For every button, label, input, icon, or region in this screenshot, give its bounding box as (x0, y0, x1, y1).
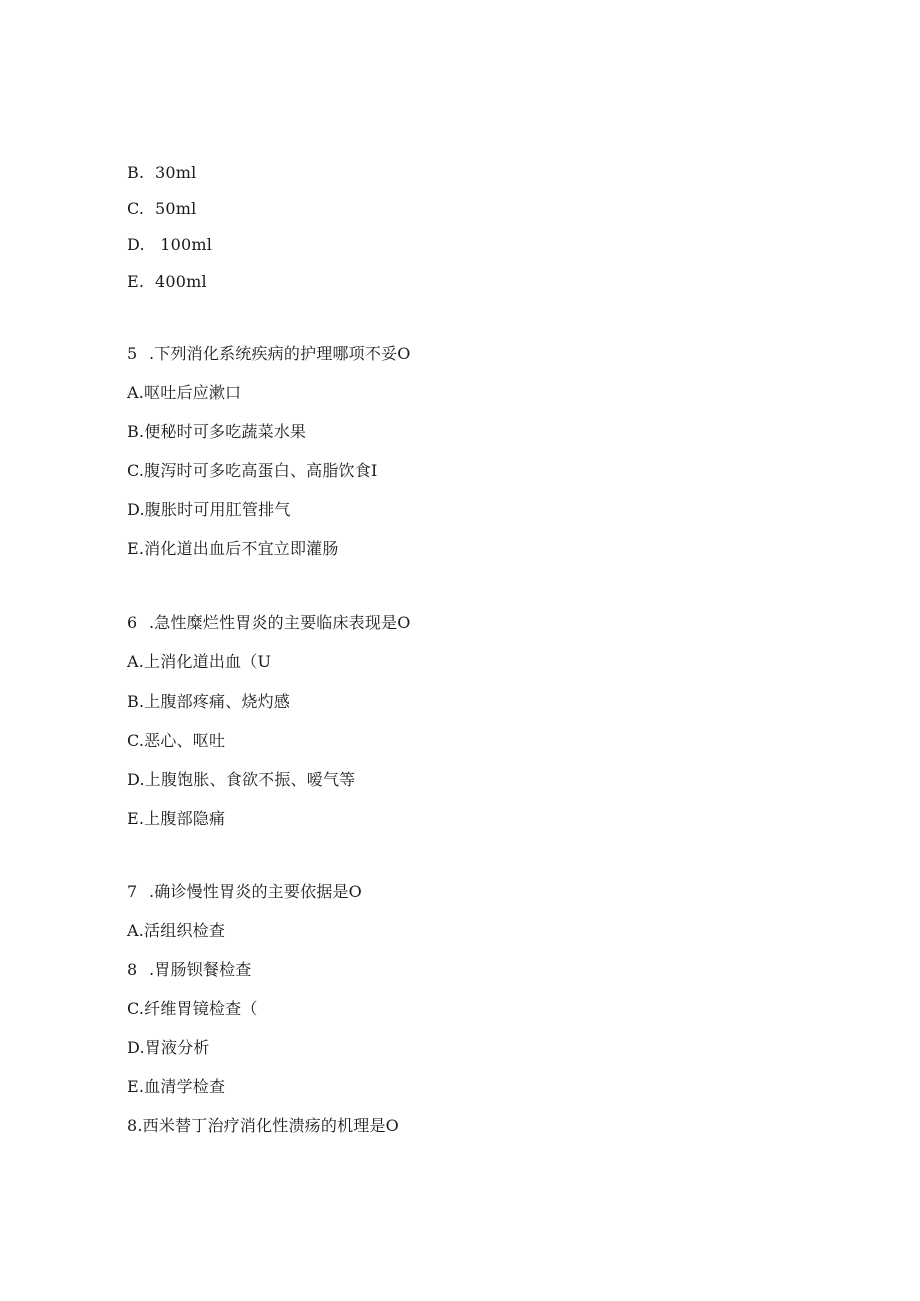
option-d-prev (127, 235, 212, 255)
option-text: 400ml (155, 272, 207, 291)
option-e-prev (127, 272, 207, 292)
q7-option-d: D.胃液分析 (127, 1038, 210, 1057)
q6-option-a: A.上消化道出血（U (127, 652, 272, 671)
question-number: 5 (127, 344, 138, 363)
q5-option-d: D.腹胀时可用肛管排气 (127, 500, 291, 519)
question-text: .下列消化系统疾病的护理哪项不妥O (149, 344, 411, 363)
option-text: 30ml (155, 163, 197, 182)
option-b-prev (127, 163, 196, 183)
question-number: 7 (127, 882, 138, 901)
q6-option-c: C.恶心、呕吐 (127, 731, 226, 750)
question-text: .确诊慢性胃炎的主要依据是O (149, 882, 363, 901)
option-text: 100ml (155, 235, 213, 254)
q5-option-c: C.腹泻时可多吃高蛋白、高脂饮食I (127, 461, 378, 480)
question-6-stem (127, 613, 411, 633)
option-text: 50ml (155, 199, 197, 218)
q6-option-e: E.上腹部隐痛 (127, 809, 226, 828)
question-text: .急性糜烂性胃炎的主要临床表现是O (149, 613, 411, 632)
q7-option-e: E.血清学检查 (127, 1077, 226, 1096)
question-number: 6 (127, 613, 138, 632)
option-letter: D. (127, 235, 145, 254)
q5-option-b: B.便秘时可多吃蔬菜水果 (127, 422, 307, 441)
q6-option-b: B.上腹部疼痛、烧灼感 (127, 692, 291, 711)
q7-option-a: A.活组织检查 (127, 921, 226, 940)
option-letter: E. (127, 272, 145, 291)
option-c-prev (127, 199, 196, 219)
q7-option-c: C.纤维胃镜检查（ (127, 999, 258, 1018)
q5-option-a: A.呕吐后应漱口 (127, 383, 242, 402)
question-number: 8 (127, 960, 138, 979)
question-8-stem: 8.西米替丁治疗消化性溃疡的机理是O (127, 1116, 399, 1135)
question-7-stem (127, 882, 362, 902)
question-text: .胃肠钡餐检查 (149, 960, 252, 979)
option-letter: B. (127, 163, 145, 182)
q6-option-d: D.上腹饱胀、食欲不振、嗳气等 (127, 770, 356, 789)
option-letter: C. (127, 199, 145, 218)
question-5-stem (127, 344, 411, 364)
q5-option-e: E.消化道出血后不宜立即灌肠 (127, 539, 339, 558)
q7-option-b-misnumbered (127, 960, 252, 980)
